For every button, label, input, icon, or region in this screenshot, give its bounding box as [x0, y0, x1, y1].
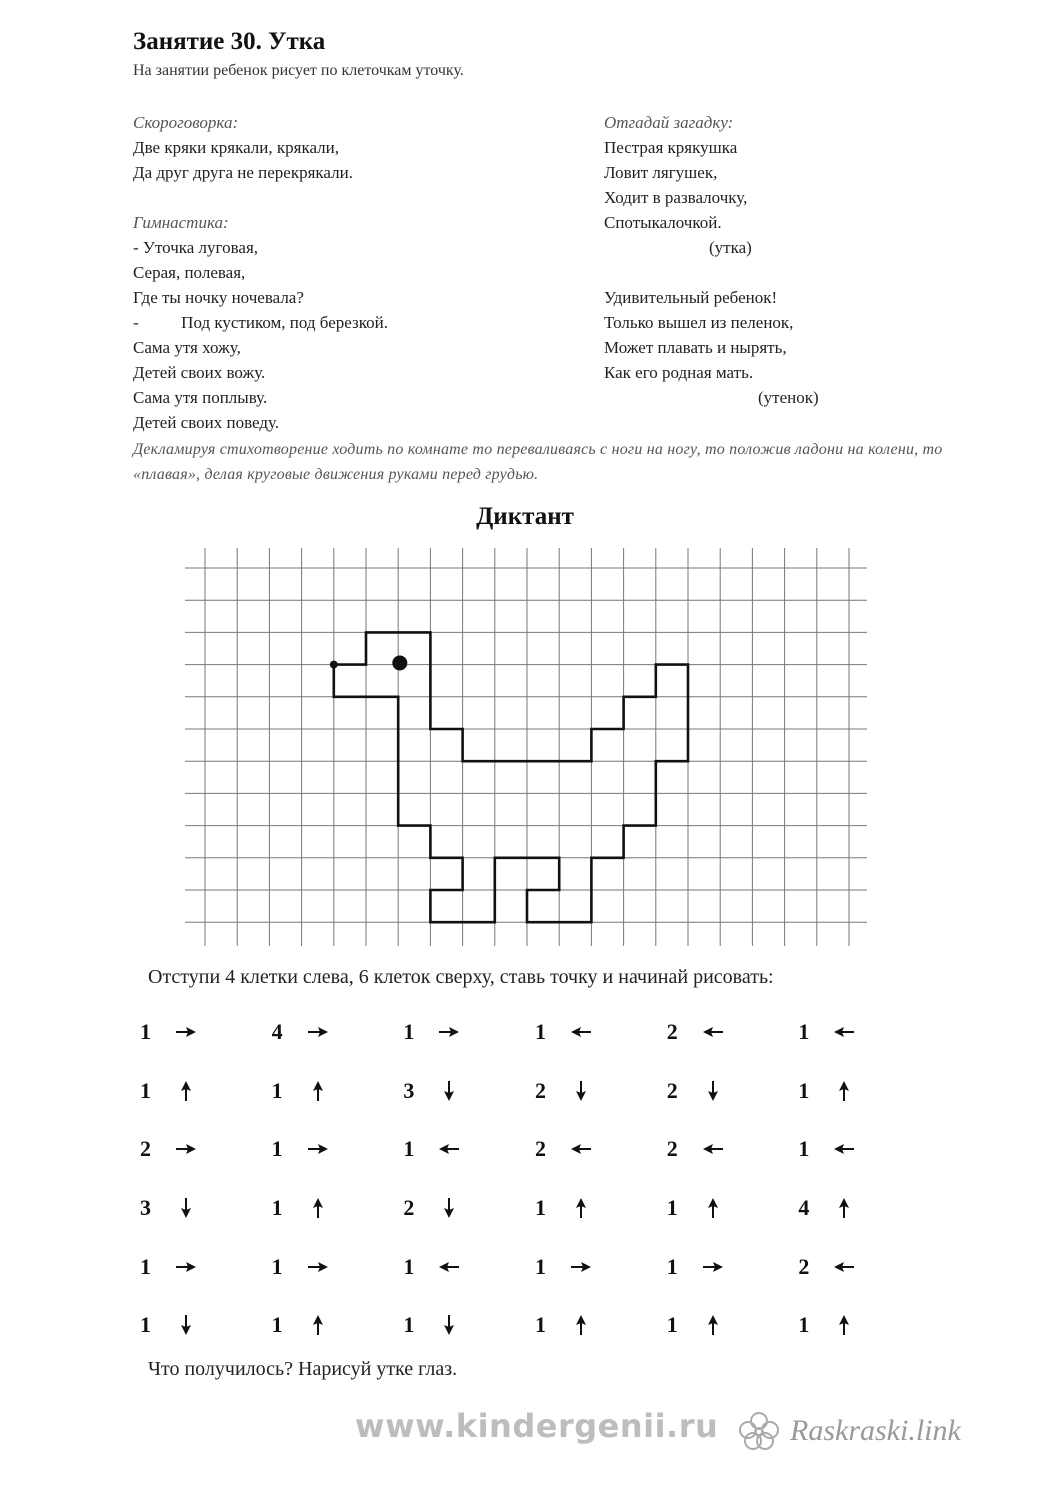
- step-count: 1: [271, 1195, 283, 1221]
- website-watermark: www.kindergenii.ru: [355, 1407, 719, 1445]
- gymnastics-line: Сама утя поплыву.: [133, 388, 268, 407]
- arrow-left-icon: [437, 1137, 461, 1161]
- tongue-twister-line: Да друг друга не перекрякали.: [133, 163, 353, 182]
- step-count: 1: [140, 1253, 151, 1279]
- command-cell: [403, 1019, 535, 1045]
- arrow-left-icon: [437, 1255, 461, 1279]
- command-cell: [272, 1078, 404, 1104]
- step-count: 2: [798, 1253, 810, 1279]
- riddle-answer: (утенок): [758, 388, 819, 407]
- command-cell: [535, 1254, 667, 1280]
- command-cell: [798, 1019, 930, 1045]
- command-cell: [798, 1078, 930, 1104]
- step-count: 2: [666, 1077, 678, 1103]
- command-cell: [798, 1136, 930, 1162]
- step-count: 2: [535, 1077, 547, 1103]
- command-cell: [140, 1078, 272, 1104]
- page-subtitle: На занятии ребенок рисует по клеточкам уточку.: [133, 62, 464, 79]
- command-cell: [272, 1312, 404, 1338]
- riddle-line: Ловит лягушек,: [604, 163, 718, 182]
- command-row: [140, 1237, 930, 1296]
- riddle-line: Пестрая крякушка: [604, 138, 738, 157]
- arrow-down-icon: [437, 1313, 461, 1337]
- arrow-up-icon: [174, 1079, 198, 1103]
- arrow-right-icon: [174, 1255, 198, 1279]
- command-cell: [535, 1312, 667, 1338]
- command-cell: [535, 1078, 667, 1104]
- start-point: [330, 661, 338, 669]
- step-count: 4: [271, 1019, 283, 1045]
- command-table: [140, 1003, 930, 1355]
- arrow-down-icon: [174, 1313, 198, 1337]
- command-cell: [272, 1254, 404, 1280]
- step-count: 1: [403, 1136, 415, 1162]
- step-count: 1: [271, 1253, 283, 1279]
- step-count: 1: [535, 1312, 547, 1338]
- command-row: [140, 1296, 930, 1355]
- command-cell: [140, 1312, 272, 1338]
- command-cell: [798, 1312, 930, 1338]
- arrow-up-icon: [832, 1079, 856, 1103]
- command-row: [140, 1062, 930, 1121]
- step-count: 1: [798, 1019, 810, 1045]
- arrow-right-icon: [306, 1137, 330, 1161]
- command-cell: [798, 1254, 930, 1280]
- page-title: Занятие 30. Утка: [133, 28, 326, 55]
- flower-icon: [736, 1410, 782, 1450]
- arrow-right-icon: [306, 1255, 330, 1279]
- tongue-twister-line: Две кряки крякали, крякали,: [133, 138, 339, 157]
- step-count: 1: [535, 1253, 547, 1279]
- left-column: [133, 110, 388, 435]
- riddle-line: Как его родная мать.: [604, 363, 754, 382]
- riddle-line: Ходит в развалочку,: [604, 188, 748, 207]
- command-cell: [667, 1312, 799, 1338]
- command-row: [140, 1120, 930, 1179]
- step-count: 2: [666, 1019, 678, 1045]
- duck-outline: [334, 632, 688, 922]
- riddle-line: Удивительный ребенок!: [604, 288, 778, 307]
- command-cell: [140, 1019, 272, 1045]
- step-count: 1: [403, 1253, 415, 1279]
- step-count: 2: [403, 1195, 415, 1221]
- gymnastics-line: Детей своих поведу.: [133, 413, 280, 432]
- command-row: [140, 1179, 930, 1238]
- command-cell: [535, 1195, 667, 1221]
- arrow-left-icon: [701, 1020, 725, 1044]
- brand-watermark: Raskraski.link: [790, 1414, 961, 1447]
- command-cell: [667, 1254, 799, 1280]
- arrow-left-icon: [569, 1020, 593, 1044]
- gymnastics-heading: Гимнастика:: [133, 213, 229, 232]
- step-count: 1: [798, 1312, 810, 1338]
- step-count: 1: [798, 1136, 810, 1162]
- step-count: 1: [271, 1312, 283, 1338]
- command-cell: [798, 1195, 930, 1221]
- arrow-up-icon: [306, 1079, 330, 1103]
- arrow-down-icon: [569, 1079, 593, 1103]
- arrow-up-icon: [701, 1196, 725, 1220]
- command-cell: [272, 1019, 404, 1045]
- step-count: 1: [666, 1312, 678, 1338]
- gymnastics-line: - Уточка луговая,: [133, 238, 259, 257]
- step-count: 1: [140, 1077, 151, 1103]
- arrow-down-icon: [701, 1079, 725, 1103]
- arrow-right-icon: [569, 1255, 593, 1279]
- arrow-up-icon: [832, 1313, 856, 1337]
- command-cell: [667, 1078, 799, 1104]
- arrow-up-icon: [569, 1196, 593, 1220]
- drawing-grid: [185, 548, 867, 946]
- step-count: 1: [140, 1019, 151, 1045]
- arrow-right-icon: [437, 1020, 461, 1044]
- arrow-left-icon: [701, 1137, 725, 1161]
- arrow-down-icon: [174, 1196, 198, 1220]
- riddle-line: Может плавать и нырять,: [604, 338, 787, 357]
- step-count: 2: [140, 1136, 151, 1162]
- arrow-up-icon: [701, 1313, 725, 1337]
- arrow-up-icon: [306, 1313, 330, 1337]
- tongue-twister-heading: Скороговорка:: [133, 113, 239, 132]
- step-count: 3: [403, 1077, 415, 1103]
- command-cell: [667, 1195, 799, 1221]
- step-count: 2: [666, 1136, 678, 1162]
- riddle-heading: Отгадай загадку:: [604, 113, 734, 132]
- command-cell: [403, 1195, 535, 1221]
- command-cell: [535, 1019, 667, 1045]
- command-cell: [403, 1254, 535, 1280]
- dictant-task: Отступи 4 клетки слева, 6 клеток сверху, ставь точку и начинай рисовать:: [148, 966, 774, 988]
- arrow-left-icon: [832, 1255, 856, 1279]
- command-cell: [272, 1136, 404, 1162]
- step-count: 2: [535, 1136, 547, 1162]
- step-count: 1: [271, 1136, 283, 1162]
- step-count: 1: [403, 1312, 415, 1338]
- arrow-down-icon: [437, 1196, 461, 1220]
- step-count: 1: [140, 1312, 151, 1338]
- command-cell: [667, 1019, 799, 1045]
- command-cell: [272, 1195, 404, 1221]
- command-cell: [403, 1312, 535, 1338]
- arrow-left-icon: [569, 1137, 593, 1161]
- command-cell: [403, 1136, 535, 1162]
- riddle-line: Только вышел из пеленок,: [604, 313, 794, 332]
- arrow-right-icon: [174, 1020, 198, 1044]
- arrow-right-icon: [701, 1255, 725, 1279]
- step-count: 1: [666, 1253, 678, 1279]
- step-count: 1: [798, 1077, 810, 1103]
- command-cell: [667, 1136, 799, 1162]
- riddle-answer: (утка): [709, 238, 752, 257]
- arrow-right-icon: [174, 1137, 198, 1161]
- command-cell: [140, 1136, 272, 1162]
- right-column: [604, 110, 819, 410]
- arrow-right-icon: [306, 1020, 330, 1044]
- command-cell: [140, 1195, 272, 1221]
- exercise-instruction: Декламируя стихотворение ходить по комнате то переваливаясь с ноги на ногу, то положив ладони на колени, то «плавая», делая круговые движения руками перед грудью.: [133, 441, 943, 483]
- command-cell: [403, 1078, 535, 1104]
- arrow-left-icon: [832, 1137, 856, 1161]
- step-count: 3: [140, 1195, 151, 1221]
- gymnastics-line: Сама утя хожу,: [133, 338, 241, 357]
- command-cell: [535, 1136, 667, 1162]
- step-count: 1: [403, 1019, 415, 1045]
- step-count: 4: [798, 1195, 810, 1221]
- gymnastics-line: Детей своих вожу.: [133, 363, 266, 382]
- gymnastics-line: Серая, полевая,: [133, 263, 246, 282]
- step-count: 1: [535, 1019, 547, 1045]
- duck-eye: [392, 655, 407, 670]
- step-count: 1: [271, 1077, 283, 1103]
- command-cell: [140, 1254, 272, 1280]
- arrow-up-icon: [832, 1196, 856, 1220]
- dictant-title: Диктант: [476, 503, 574, 530]
- gymnastics-line: - Под кустиком, под березкой.: [133, 313, 388, 332]
- final-question: Что получилось? Нарисуй утке глаз.: [148, 1358, 458, 1380]
- step-count: 1: [666, 1195, 678, 1221]
- command-row: [140, 1003, 930, 1062]
- arrow-left-icon: [832, 1020, 856, 1044]
- step-count: 1: [535, 1195, 547, 1221]
- arrow-up-icon: [306, 1196, 330, 1220]
- gymnastics-line: Где ты ночку ночевала?: [133, 288, 304, 307]
- arrow-up-icon: [569, 1313, 593, 1337]
- riddle-line: Спотыкалочкой.: [604, 213, 722, 232]
- arrow-down-icon: [437, 1079, 461, 1103]
